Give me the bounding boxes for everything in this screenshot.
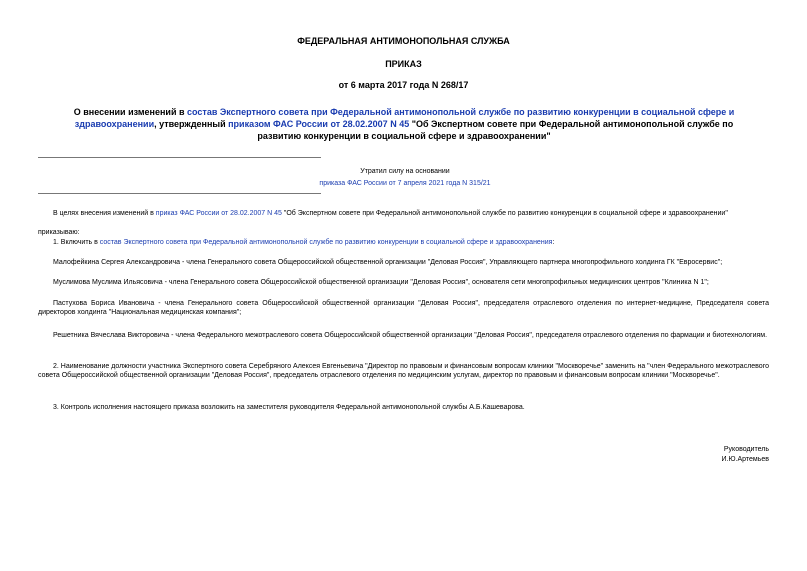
- subject-suffix: "Об Экспертном совете при Федеральной антимонопольной службе по развитию конкуренции в социальной сфере и здравоохранении": [257, 119, 734, 141]
- document-subject: [60, 106, 748, 142]
- subject-middle: , утвержденный: [154, 119, 229, 129]
- subject-link-order-45[interactable]: приказом ФАС России от 28.02.2007 N 45: [228, 119, 410, 129]
- intro-link-order-45[interactable]: приказ ФАС России от 28.02.2007 N 45: [155, 210, 282, 217]
- item-1-suffix: :: [552, 239, 555, 246]
- member-malofeykin: Малофейкина Сергея Александровича - члена Генерального совета Общероссийской общественной организации "Деловая Россия", Управляющего партнера многопрофильного холдинга ГК "Евросервис";: [53, 259, 723, 266]
- item-3: 3. Контроль исполнения настоящего приказа возложить на заместителя руководителя Федеральной антимонопольной службы А.Б.Кашеварова.: [53, 404, 525, 411]
- intro-paragraph: [53, 209, 773, 218]
- status-note-link: [290, 180, 520, 187]
- signer-name: И.Ю.Артемьев: [721, 456, 769, 463]
- intro-suffix: "Об Экспертном совете при Федеральной антимонопольной службе по развитию конкуренции в социальной сфере и здравоохранении": [281, 210, 728, 217]
- member-muslimov: Муслимова Муслима Ильясовича - члена Генерального совета Общероссийской общественной организации "Деловая Россия", основателя сети многопрофильных медицинских центров "Клиника N 1";: [53, 279, 709, 286]
- member-reshetnik: Решетника Вячеслава Викторовича - члена Федерального межотраслевого совета Общероссийской общественной организации "Деловая Россия", председателя отраслевого отделения по фармации и биотехнологиям.: [53, 332, 768, 339]
- document-type: ПРИКАЗ: [385, 59, 422, 69]
- divider-top: [38, 157, 321, 158]
- document-date-number: от 6 марта 2017 года N 268/17: [338, 80, 469, 90]
- signer-position: Руководитель: [723, 446, 769, 453]
- status-note-text: Утратил силу на основании: [360, 168, 450, 175]
- item-1-prefix: 1. Включить в: [53, 239, 100, 246]
- member-pastukhov: Пастухова Бориса Ивановича - члена Генерального совета Общероссийской общественной организации "Деловая Россия", председателя отраслевого отделения по интернет-медицине, Председателя совета директоров холдинга "Национальная медицинская компания";: [38, 300, 769, 316]
- subject-prefix: О внесении изменений в: [73, 107, 188, 117]
- repeal-order-link[interactable]: приказа ФАС России от 7 апреля 2021 года N 315/21: [319, 180, 491, 187]
- item-2: 2. Наименование должности участника Экспертного совета Серебряного Алексея Евгеньевича "Директор по правовым и финансовым вопросам клиники "Москворечье" заменить на "член Федерального межотраслевого совета Общероссийской общественной организации "Деловая Россия", председатель отраслевого отделения по медицинским услугам, директор по правовым и финансовым вопросам клиники "Москворечье".: [38, 363, 769, 379]
- document-organization: ФЕДЕРАЛЬНАЯ АНТИМОНОПОЛЬНАЯ СЛУЖБА: [297, 36, 510, 46]
- item-1-link-council[interactable]: состав Экспертного совета при Федеральной антимонопольной службе по развитию конкуренции в социальной сфере и здравоохранения: [99, 239, 553, 246]
- divider-bottom: [38, 193, 321, 194]
- order-word: приказываю:: [38, 229, 80, 236]
- subject-link-expert-council[interactable]: состав Экспертного совета при Федеральной антимонопольной службе по развитию конкуренции в социальной сфере и здравоохранении: [74, 107, 735, 129]
- intro-prefix: В целях внесения изменений в: [53, 210, 156, 217]
- item-1: [53, 238, 773, 247]
